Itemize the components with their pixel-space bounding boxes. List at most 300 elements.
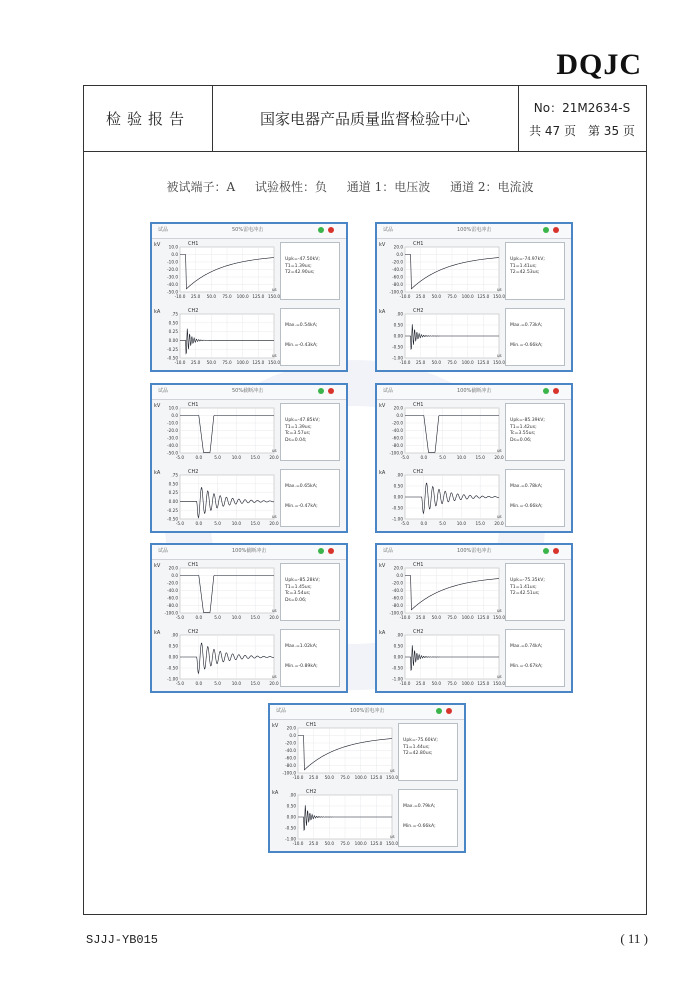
ch1-readout-line: Upk=-47.50kV;: [285, 257, 320, 262]
ch1-readout-line: T2=42.90us;: [285, 270, 315, 276]
ch2-min-value: Min.=-0.47kA;: [285, 504, 318, 509]
ch2-readout-box: [280, 308, 340, 366]
green-indicator-icon: [318, 548, 324, 554]
ch2-min-value: Min.=-0.66kA;: [403, 824, 436, 829]
red-indicator-icon: [553, 227, 559, 233]
y-tick-label: -100.0: [282, 770, 296, 776]
ch2-min-value: Min.=-0.67kA;: [510, 664, 543, 669]
x-tick-label: 25.0: [416, 615, 426, 620]
ch2-max-value: Max.=0.74kA;: [510, 644, 543, 649]
y-tick-label: -1.00: [392, 516, 403, 522]
ch2-waveform-area: [152, 627, 278, 691]
x-tick-label: -10.0: [399, 294, 411, 299]
ch1-readout-line: T1=1.42us;: [510, 424, 537, 430]
x-tick-label: 150.0: [493, 681, 505, 686]
x-tick-label: 150.0: [493, 615, 505, 620]
green-indicator-icon: [318, 388, 324, 394]
ch1-waveform-area: [270, 720, 396, 785]
ch1-channel-name: CH1: [188, 241, 199, 247]
x-tick-label: 75.0: [340, 775, 350, 780]
y-tick-label: 0.00: [168, 499, 178, 504]
form-code: SJJJ-YB015: [86, 933, 159, 947]
ch1-unit-label: kV: [154, 403, 161, 409]
y-tick-label: .00: [396, 632, 403, 638]
y-tick-label: -100.0: [164, 610, 178, 616]
ch1-readout-line: Upk=-74.97kV;: [510, 257, 545, 262]
ch2-waveform-area: [377, 627, 503, 691]
x-tick-label: 50.0: [324, 775, 334, 780]
ch1-unit-label: kV: [154, 563, 161, 569]
ch1-channel-name: CH1: [188, 562, 199, 568]
y-tick-label: -20.0: [167, 580, 178, 586]
y-tick-label: -0.50: [167, 665, 178, 671]
y-tick-label: 0.00: [393, 494, 403, 500]
ch1-readout-line: T1=1.39us;: [285, 424, 312, 430]
ch2-readout-box: [280, 469, 340, 527]
x-tick-label: 75.0: [447, 360, 457, 365]
ch1-channel-name: CH1: [413, 562, 424, 568]
x-tick-label: -10.0: [174, 294, 186, 299]
ch2-unit-label: kA: [154, 309, 161, 315]
y-tick-label: 0.50: [168, 320, 178, 326]
y-tick-label: -0.50: [392, 344, 403, 350]
x-tick-label: 100.0: [461, 360, 474, 365]
ch2-min-value: Min.=-0.89kA;: [285, 664, 318, 669]
x-tick-label: 10.0: [456, 521, 467, 526]
y-tick-label: 0.25: [168, 490, 178, 496]
ch2-readout-box: [398, 789, 458, 847]
ch2-plot: [377, 467, 503, 531]
report-label: 检验报告: [84, 86, 213, 151]
x-tick-label: 15.0: [250, 521, 260, 526]
ch1-waveform-area: [377, 239, 503, 304]
ch1-readout-line: T1=1.41us;: [510, 263, 537, 269]
ch1-waveform-area: [152, 400, 278, 465]
ch1-readout-line: Upk=-85.28kV;: [285, 578, 320, 583]
x-unit-label: us: [272, 514, 277, 519]
y-tick-label: 0.0: [396, 573, 403, 579]
y-tick-label: 0.00: [168, 654, 178, 660]
x-tick-label: 75.0: [447, 294, 457, 299]
ch2-plot: [152, 306, 278, 370]
x-unit-label: us: [497, 353, 502, 358]
y-tick-label: .00: [289, 792, 296, 798]
red-indicator-icon: [553, 388, 559, 394]
report-number: No：21M2634-S: [533, 100, 631, 115]
y-tick-label: -1.00: [392, 355, 403, 361]
y-tick-label: 0.0: [171, 252, 178, 258]
y-tick-label: -20.0: [285, 740, 296, 746]
x-tick-label: 75.0: [340, 841, 350, 846]
x-tick-label: 75.0: [222, 294, 232, 299]
y-tick-label: -0.50: [167, 516, 178, 522]
x-tick-label: 75.0: [447, 681, 457, 686]
x-tick-label: 15.0: [250, 455, 260, 460]
y-tick-label: -40.0: [167, 588, 178, 594]
y-tick-label: 0.0: [171, 573, 178, 579]
ch1-readout-line: T1=1.39us;: [285, 263, 312, 269]
ch1-channel-name: CH1: [306, 722, 317, 728]
x-unit-label: us: [272, 448, 277, 453]
x-tick-label: 5.0: [439, 455, 446, 460]
x-unit-label: us: [390, 834, 395, 839]
ch2-plot: [270, 787, 396, 851]
y-tick-label: 0.50: [393, 483, 403, 489]
x-tick-label: 25.0: [309, 841, 319, 846]
y-tick-label: 20.0: [393, 405, 403, 411]
panel-title: 50%雷电冲击: [232, 227, 264, 233]
ch2-waveform-area: [377, 467, 503, 531]
y-tick-label: 0.00: [393, 333, 403, 339]
red-indicator-icon: [553, 548, 559, 554]
x-tick-label: 125.0: [477, 360, 490, 365]
ch1-waveform-area: [152, 239, 278, 304]
ch1-plot: [377, 239, 503, 304]
y-tick-label: .75: [171, 472, 178, 478]
ch1-channel-name: CH1: [413, 241, 424, 247]
ch2-min-value: Min.=-0.66kA;: [510, 504, 543, 509]
ch2-channel-name: CH2: [413, 629, 424, 635]
y-tick-label: -100.0: [389, 610, 403, 616]
ch2-waveform-area: [377, 306, 503, 370]
x-tick-label: 25.0: [416, 681, 426, 686]
green-indicator-icon: [543, 548, 549, 554]
ch2-channel-name: CH2: [188, 308, 199, 314]
x-tick-label: 10.0: [456, 455, 467, 460]
y-tick-label: -20.0: [167, 267, 178, 273]
panel-label: 试品: [158, 227, 169, 233]
channel-1: 通道 1：电压波: [346, 180, 431, 194]
y-tick-label: -80.0: [167, 603, 178, 609]
y-tick-label: 0.50: [168, 643, 178, 649]
y-tick-label: 10.0: [168, 405, 178, 411]
ch1-readout-line: T2=42.80us;: [403, 751, 433, 757]
x-tick-label: 75.0: [222, 360, 232, 365]
y-tick-label: -20.0: [167, 428, 178, 434]
organization-name: 国家电器产品质量监督检验中心: [212, 86, 519, 151]
x-tick-label: 0.0: [195, 521, 203, 526]
x-tick-label: 10.0: [231, 681, 242, 686]
y-tick-label: -20.0: [392, 420, 403, 426]
x-tick-label: 125.0: [252, 294, 265, 299]
panel-titlebar: [152, 545, 346, 560]
ch2-readout-box: [505, 469, 565, 527]
x-tick-label: 125.0: [477, 294, 490, 299]
x-tick-label: 125.0: [370, 775, 383, 780]
x-tick-label: -10.0: [174, 360, 186, 365]
ch2-channel-name: CH2: [413, 308, 424, 314]
y-tick-label: 0.50: [393, 643, 403, 649]
y-tick-label: -30.0: [167, 274, 178, 280]
ch1-readout-line: T1=1.41us;: [510, 584, 537, 590]
y-tick-label: -100.0: [389, 450, 403, 456]
y-tick-label: .00: [171, 632, 178, 638]
y-tick-label: -10.0: [167, 259, 178, 265]
x-tick-label: 15.0: [250, 681, 260, 686]
ch2-unit-label: kA: [379, 309, 386, 315]
x-tick-label: -10.0: [399, 681, 411, 686]
ch1-readout-line: T1=1.44us;: [403, 744, 430, 750]
ch1-unit-label: kV: [154, 242, 161, 248]
x-tick-label: 5.0: [214, 455, 221, 460]
ch2-channel-name: CH2: [188, 629, 199, 635]
green-indicator-icon: [543, 388, 549, 394]
ch1-readout-box: [398, 723, 458, 781]
ch1-plot: [152, 400, 278, 465]
x-tick-label: 150.0: [493, 360, 505, 365]
ch2-unit-label: kA: [154, 470, 161, 476]
red-indicator-icon: [446, 708, 452, 714]
ch1-readout-box: [505, 242, 565, 300]
y-tick-label: 0.50: [286, 803, 296, 809]
y-tick-label: -50.0: [167, 289, 178, 295]
y-tick-label: 10.0: [168, 244, 178, 250]
ch1-plot: [270, 720, 396, 785]
y-tick-label: -60.0: [167, 595, 178, 601]
y-tick-label: -1.00: [392, 676, 403, 682]
x-tick-label: -10.0: [399, 360, 411, 365]
green-indicator-icon: [543, 227, 549, 233]
y-tick-label: -0.25: [167, 507, 178, 513]
ch2-max-value: Max.=0.79kA;: [403, 804, 436, 809]
ch1-readout-line: T2=42.51us;: [510, 591, 540, 597]
x-tick-label: 5.0: [214, 615, 221, 620]
y-tick-label: 0.0: [171, 413, 178, 419]
x-tick-label: -5.0: [400, 455, 410, 460]
x-tick-label: 150.0: [268, 360, 280, 365]
y-tick-label: 0.00: [393, 654, 403, 660]
ch2-max-value: Max.=0.73kA;: [510, 323, 543, 328]
y-tick-label: -80.0: [392, 282, 403, 288]
panel-title: 100%截断冲击: [457, 388, 492, 394]
ch1-readout-box: [280, 563, 340, 621]
x-tick-label: 150.0: [386, 775, 398, 780]
ch1-readout-box: [280, 403, 340, 461]
x-tick-label: 25.0: [191, 294, 201, 299]
x-tick-label: -10.0: [292, 775, 304, 780]
y-tick-label: -60.0: [285, 755, 296, 761]
x-tick-label: 10.0: [231, 455, 242, 460]
ch1-plot: [377, 560, 503, 625]
ch2-readout-box: [280, 629, 340, 687]
oscilloscope-panel: [150, 543, 348, 693]
y-tick-label: -40.0: [392, 588, 403, 594]
ch1-plot: [152, 560, 278, 625]
y-tick-label: 0.50: [393, 322, 403, 328]
ch2-plot: [152, 627, 278, 691]
x-tick-label: 50.0: [431, 681, 441, 686]
x-unit-label: us: [497, 608, 502, 613]
x-tick-label: -10.0: [292, 841, 304, 846]
y-tick-label: -1.00: [285, 836, 296, 842]
x-unit-label: us: [497, 514, 502, 519]
ch2-plot: [152, 467, 278, 531]
y-tick-label: -0.50: [285, 825, 296, 831]
ch2-channel-name: CH2: [188, 469, 199, 475]
panel-title: 100%截断冲击: [232, 548, 267, 554]
x-tick-label: 0.0: [195, 455, 203, 460]
x-tick-label: 25.0: [309, 775, 319, 780]
x-tick-label: 15.0: [475, 521, 485, 526]
y-tick-label: 0.0: [289, 733, 296, 739]
x-tick-label: 20.0: [269, 521, 279, 526]
x-tick-label: 50.0: [206, 360, 216, 365]
x-unit-label: us: [390, 768, 395, 773]
x-tick-label: 150.0: [386, 841, 398, 846]
y-tick-label: -0.25: [167, 346, 178, 352]
red-indicator-icon: [328, 388, 334, 394]
x-tick-label: 5.0: [214, 681, 221, 686]
y-tick-label: 20.0: [393, 244, 403, 250]
green-indicator-icon: [318, 227, 324, 233]
y-tick-label: -80.0: [392, 443, 403, 449]
y-tick-label: 20.0: [286, 725, 296, 731]
x-tick-label: 20.0: [494, 455, 504, 460]
x-tick-label: 20.0: [494, 521, 504, 526]
ch1-waveform-area: [152, 560, 278, 625]
ch1-unit-label: kV: [379, 403, 386, 409]
ch2-channel-name: CH2: [413, 469, 424, 475]
ch2-max-value: Max.=0.65kA;: [285, 484, 318, 489]
y-tick-label: 0.50: [168, 481, 178, 487]
panel-titlebar: [152, 224, 346, 239]
panel-label: 试品: [158, 548, 169, 554]
x-tick-label: 50.0: [324, 841, 334, 846]
red-indicator-icon: [328, 548, 334, 554]
panel-titlebar: [270, 705, 464, 720]
ch2-max-value: Max.=0.54kA;: [285, 323, 318, 328]
ch2-min-value: Min.=-0.66kA;: [510, 343, 543, 348]
x-tick-label: -5.0: [400, 521, 410, 526]
ch2-unit-label: kA: [379, 470, 386, 476]
x-tick-label: 0.0: [195, 615, 203, 620]
oscilloscope-panel: [375, 543, 573, 693]
x-unit-label: us: [272, 287, 277, 292]
x-tick-label: 5.0: [214, 521, 221, 526]
ch1-readout-line: Ds=0.06;: [285, 597, 307, 603]
x-tick-label: 50.0: [206, 294, 216, 299]
x-tick-label: 25.0: [416, 294, 426, 299]
y-tick-label: 0.0: [396, 252, 403, 258]
ch1-readout-line: Upk=-75.35kV;: [510, 578, 545, 583]
y-tick-label: -0.50: [392, 665, 403, 671]
panel-label: 试品: [276, 708, 287, 714]
report-header: [84, 86, 646, 152]
y-tick-label: -80.0: [392, 603, 403, 609]
y-tick-label: .00: [396, 472, 403, 478]
y-tick-label: -40.0: [392, 267, 403, 273]
y-tick-label: -60.0: [392, 595, 403, 601]
ch1-readout-line: Ds=0.04;: [285, 437, 307, 443]
page-mark: ( 11 ): [620, 931, 648, 946]
ch1-readout-line: Tc=3.54us;: [285, 591, 311, 597]
x-tick-label: -10.0: [399, 615, 411, 620]
x-tick-label: 100.0: [461, 681, 474, 686]
y-tick-label: -100.0: [389, 289, 403, 295]
x-tick-label: 150.0: [268, 294, 280, 299]
x-tick-label: 100.0: [236, 294, 249, 299]
y-tick-label: .00: [396, 311, 403, 317]
x-tick-label: 125.0: [477, 615, 490, 620]
x-tick-label: 5.0: [439, 521, 446, 526]
terminal: 被试端子：A: [166, 180, 236, 194]
y-tick-label: -60.0: [392, 274, 403, 280]
ch1-readout-line: Ds=0.06;: [510, 437, 532, 443]
x-unit-label: us: [497, 674, 502, 679]
x-tick-label: 25.0: [416, 360, 426, 365]
x-tick-label: 100.0: [461, 294, 474, 299]
ch1-plot: [152, 239, 278, 304]
y-tick-label: 0.00: [286, 814, 296, 820]
ch2-waveform-area: [152, 306, 278, 370]
x-tick-label: -5.0: [175, 615, 185, 620]
panel-label: 试品: [383, 388, 394, 394]
x-tick-label: 150.0: [493, 294, 505, 299]
x-tick-label: 15.0: [475, 455, 485, 460]
ch2-waveform-area: [152, 467, 278, 531]
ch2-unit-label: kA: [379, 630, 386, 636]
panel-title: 100%雷电冲击: [350, 708, 385, 714]
panel-titlebar: [377, 224, 571, 239]
ch1-readout-line: Upk=-47.85kV;: [285, 418, 320, 423]
x-unit-label: us: [272, 608, 277, 613]
ch2-plot: [377, 627, 503, 691]
ch1-readout-line: Upk=-85.39kV;: [510, 418, 545, 423]
ch1-waveform-area: [377, 400, 503, 465]
test-conditions: [0, 178, 700, 195]
x-tick-label: 10.0: [231, 615, 242, 620]
ch2-readout-box: [505, 308, 565, 366]
x-tick-label: 100.0: [354, 841, 367, 846]
y-tick-label: -40.0: [167, 443, 178, 449]
x-tick-label: 15.0: [250, 615, 260, 620]
x-tick-label: 20.0: [269, 681, 279, 686]
x-tick-label: 125.0: [370, 841, 383, 846]
x-tick-label: -5.0: [175, 455, 185, 460]
x-tick-label: 25.0: [191, 360, 201, 365]
panel-title: 100%雷电冲击: [457, 548, 492, 554]
y-tick-label: 0.0: [396, 413, 403, 419]
x-tick-label: 100.0: [236, 360, 249, 365]
oscilloscope-panel: [150, 383, 348, 533]
green-indicator-icon: [436, 708, 442, 714]
ch2-unit-label: kA: [272, 790, 279, 796]
y-tick-label: -50.0: [167, 450, 178, 456]
panel-titlebar: [377, 545, 571, 560]
ch2-max-value: Max.=0.78kA;: [510, 484, 543, 489]
y-tick-label: 20.0: [168, 565, 178, 571]
x-tick-label: 125.0: [252, 360, 265, 365]
y-tick-label: -20.0: [392, 259, 403, 265]
x-tick-label: 125.0: [477, 681, 490, 686]
y-tick-label: -80.0: [285, 763, 296, 769]
page-count: 共 47 页 第 35 页: [529, 123, 635, 138]
x-tick-label: 0.0: [420, 455, 428, 460]
ch1-waveform-area: [377, 560, 503, 625]
x-tick-label: 50.0: [431, 294, 441, 299]
y-tick-label: -40.0: [167, 282, 178, 288]
x-tick-label: 20.0: [269, 455, 279, 460]
panel-titlebar: [377, 385, 571, 400]
y-tick-label: 0.25: [168, 329, 178, 335]
x-tick-label: 20.0: [269, 615, 279, 620]
channel-2: 通道 2：电流波: [450, 180, 534, 194]
ch1-unit-label: kV: [272, 723, 279, 729]
x-tick-label: 75.0: [447, 615, 457, 620]
panel-title: 100%雷电冲击: [457, 227, 492, 233]
ch2-waveform-area: [270, 787, 396, 851]
x-tick-label: 10.0: [231, 521, 242, 526]
